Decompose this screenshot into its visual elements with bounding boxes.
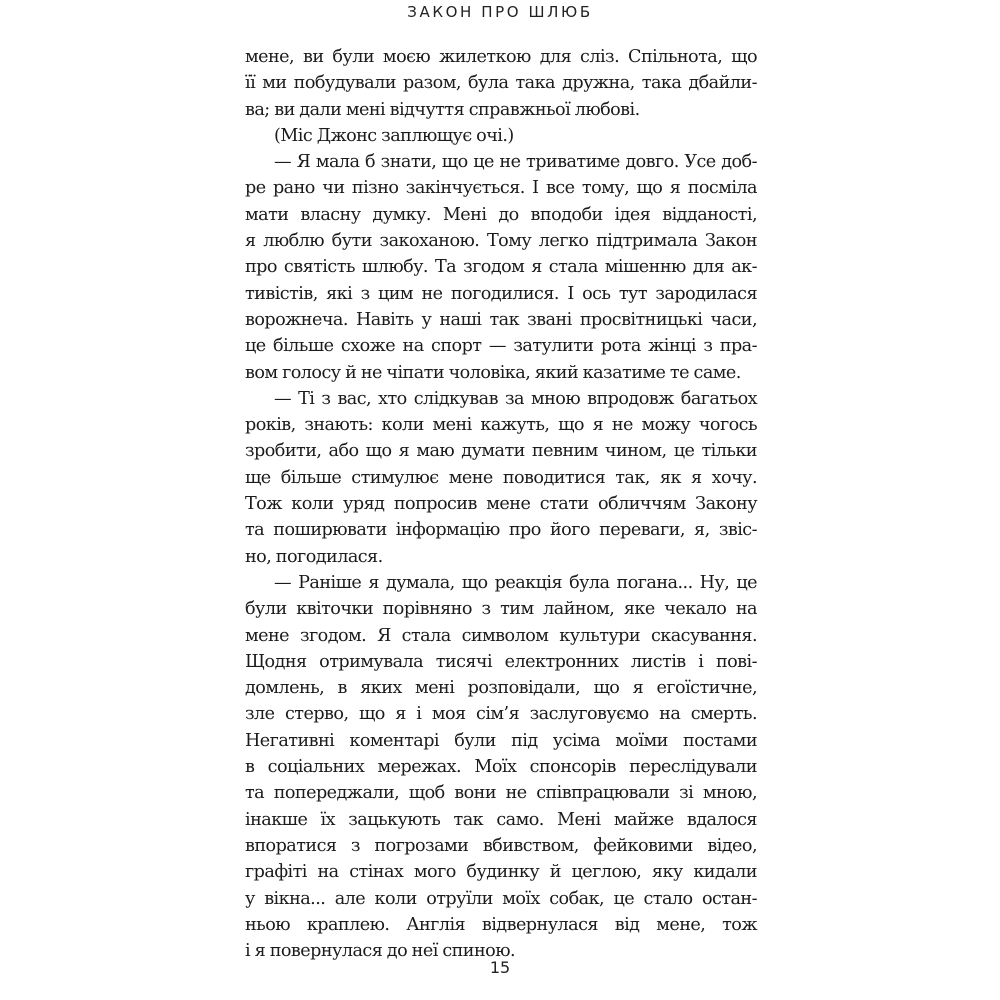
body-text [245, 44, 757, 964]
text-line: вом голосу й не чіпати чоловіка, який казатиме те саме. [245, 362, 741, 383]
text-line: графіті на стінах мого будинку й цеглою, яку кидали [245, 862, 757, 883]
text-line: я люблю бути закоханою. Тому легко підтримала Закон [245, 231, 757, 252]
text-line: це більше схоже на спорт — затулити рота жінці з пра- [245, 336, 757, 357]
text-line: ще більше стимулює мене поводитися так, як я хочу. [245, 467, 757, 488]
text-line: мати власну думку. Мені до вподоби ідея відданості, [245, 204, 757, 225]
text-line: — Я мала б знати, що це не триватиме довго. Усе доб- [274, 152, 757, 173]
text-line: її ми побудували разом, була така дружна, така дбайли- [245, 73, 757, 94]
text-line: років, знають: коли мені кажуть, що я не можу чогось [245, 415, 757, 436]
text-line: тивістів, які з цим не погодилися. І ось тут зародилася [245, 283, 757, 304]
text-line: ворожнеча. Навіть у наші так звані просвітницькі часи, [245, 309, 757, 330]
text-line: (Міс Джонс заплющує очі.) [274, 125, 514, 146]
text-line: мене згодом. Я стала символом культури скасування. [245, 625, 757, 646]
paragraph [245, 570, 757, 964]
text-line: були квіточки порівняно з тим лайном, яке чекало на [245, 599, 757, 620]
text-line: у вікна... але коли отруїли моїх собак, це стало остан- [245, 888, 757, 909]
text-line: та попереджали, щоб вони не співпрацювали зі мною, [245, 783, 757, 804]
text-line: інакше їх зацькують так само. Мені майже вдалося [245, 809, 757, 830]
paragraph [245, 386, 757, 570]
text-line: в соціальних мережах. Моїх спонсорів переслідували [245, 757, 757, 778]
running-head-title: ЗАКОН ПРО ШЛЮБ [407, 3, 593, 21]
page-number: 15 [489, 958, 511, 977]
text-line: но, погодилася. [245, 546, 383, 567]
text-line: Негативні коментарі були під усіма моїми постами [245, 730, 757, 751]
paragraph [245, 123, 757, 149]
text-line: — Раніше я думала, що реакція була погана... Ну, це [274, 572, 757, 593]
text-line: ва; ви дали мені відчуття справжньої любові. [245, 99, 640, 120]
text-line: — Ті з вас, хто слідкував за мною впродовж багатьох [274, 388, 757, 409]
text-line: ньою краплею. Англія відвернулася від мене, тож [245, 914, 757, 935]
text-line: домлень, в яких мені розповідали, що я егоїстичне, [245, 678, 757, 699]
text-line: зле стерво, що я і моя сім’я заслуговуємо на смерть. [245, 704, 757, 725]
paragraph [245, 44, 757, 123]
text-line: Тож коли уряд попросив мене стати обличчям Закону [245, 494, 757, 515]
text-line: Щодня отримувала тисячі електронних листів і пові- [245, 651, 757, 672]
text-line: мене, ви були моєю жилеткою для сліз. Спільнота, що [245, 47, 757, 67]
text-line: і я повернулася до неї спиною. [245, 941, 516, 962]
text-line: впоратися з погрозами вбивством, фейковими відео, [245, 835, 757, 856]
text-line: ре рано чи пізно закінчується. І все тому, що я посміла [245, 178, 757, 199]
text-line: про святість шлюбу. Та згодом я стала мішенню для ак- [245, 257, 757, 278]
paragraph [245, 149, 757, 386]
text-line: зробити, або що я маю думати певним чином, це тільки [245, 441, 757, 462]
text-line: та поширювати інформацію про його переваги, я, звіс- [245, 520, 757, 541]
